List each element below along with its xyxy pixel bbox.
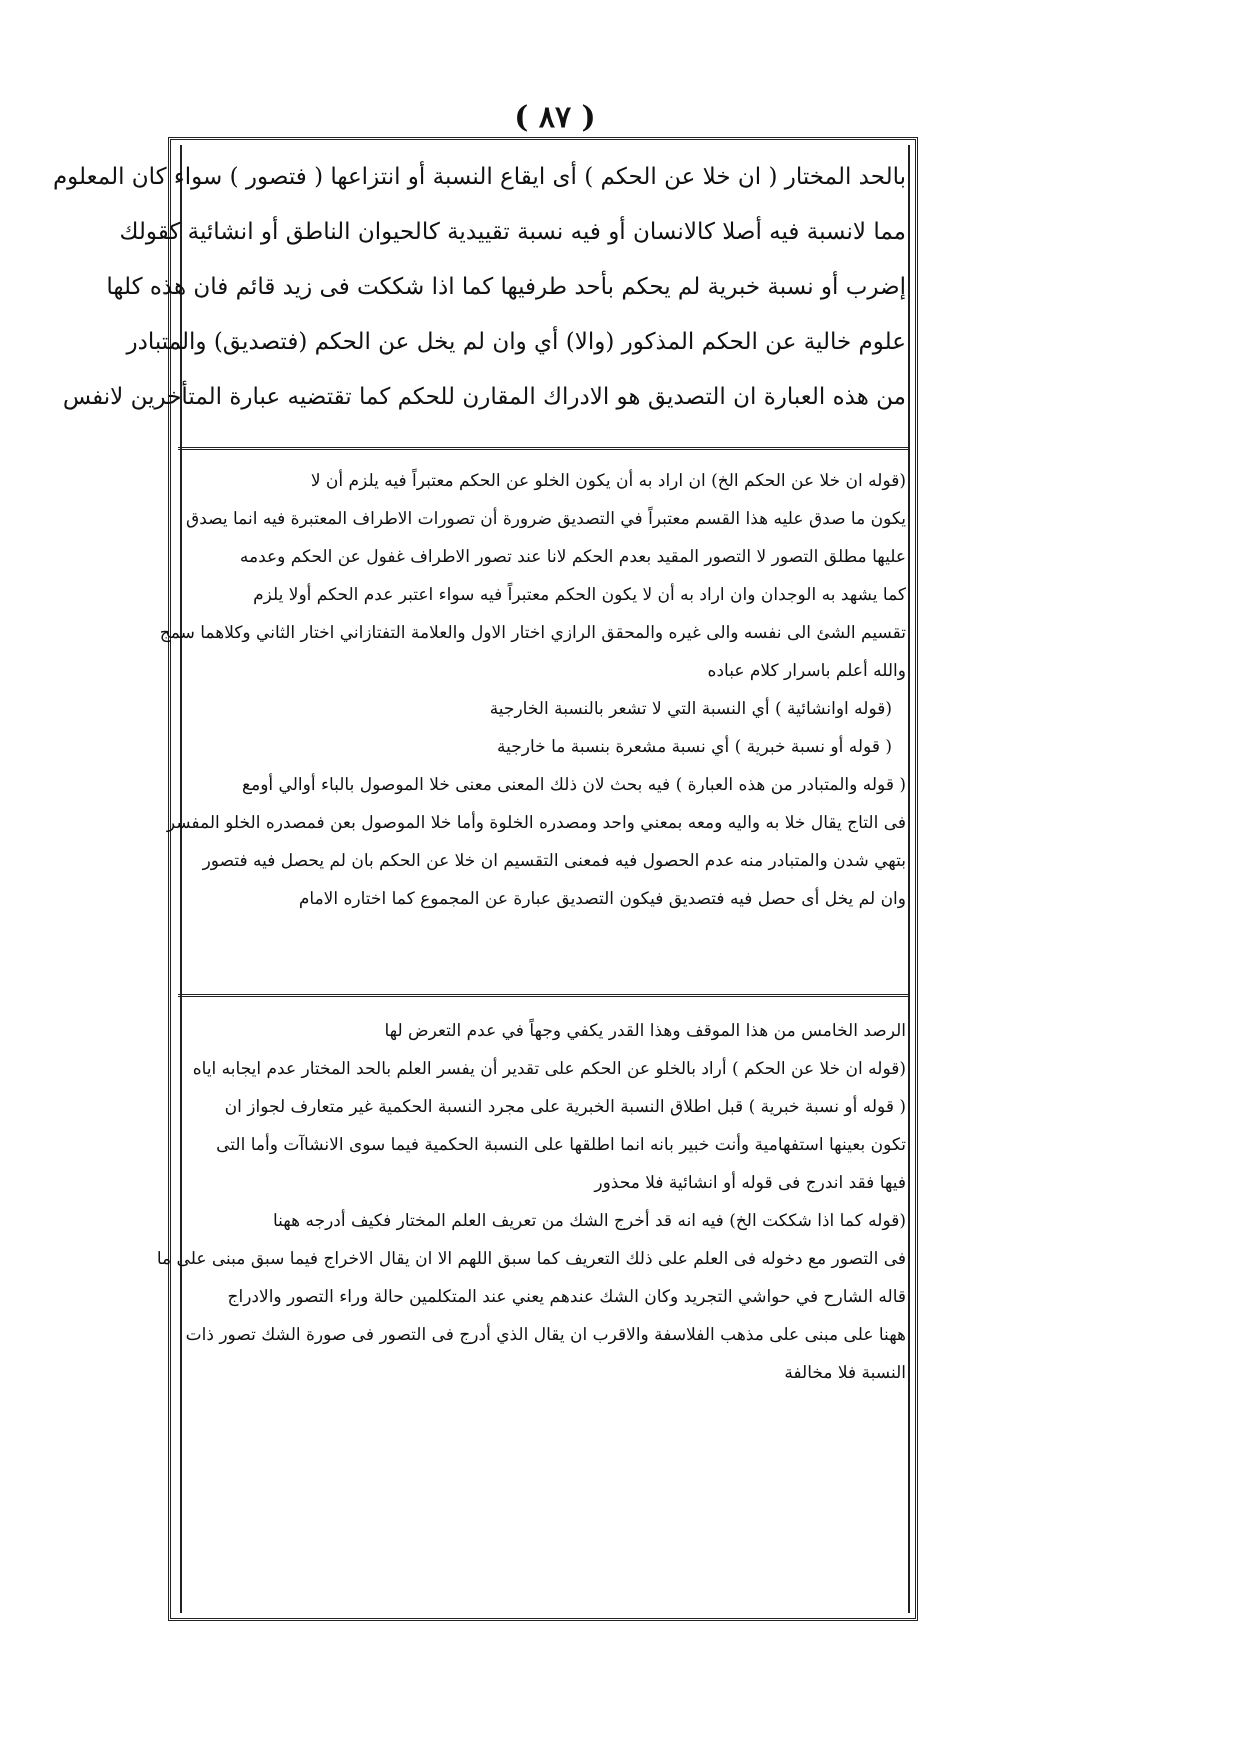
note-line: ( قوله أو نسبة خبرية ) قبل اطلاق النسبة الخبرية على مجرد النسبة الحكمية غير متعارف لجواز ان bbox=[224, 1097, 906, 1117]
page-number: ( ٨٧ ) bbox=[514, 100, 596, 135]
note-line: (قوله كما اذا شككت الخ) فيه انه قد أخرج الشك من تعريف العلم المختار فكيف أدرجه ههنا bbox=[272, 1211, 906, 1231]
main-text-line: من هذه العبارة ان التصديق هو الادراك المقارن للحكم كما تقتضيه عبارة المتأخرين لانفس bbox=[62, 384, 906, 410]
note-line: فيها فقد اندرج فى قوله أو انشائية فلا محذور bbox=[594, 1173, 906, 1193]
note-line: تقسيم الشئ الى نفسه والى غيره والمحقق الرازي اختار الاول والعلامة التفتازاني اختار الثاني وكلاهما سمج bbox=[159, 623, 906, 643]
main-text-line: مما لانسبة فيه أصلا كالانسان أو فيه نسبة تقييدية كالحيوان الناطق أو انشائية كقولك bbox=[119, 219, 906, 245]
note-line: قاله الشارح في حواشي التجريد وكان الشك عندهم يعني عند المتكلمين حالة وراء التصور والادراج bbox=[227, 1287, 906, 1307]
note-line: الرصد الخامس من هذا الموقف وهذا القدر يكفي وجهاً في عدم التعرض لها bbox=[384, 1021, 906, 1041]
note-line: عليها مطلق التصور لا التصور المقيد بعدم الحكم لانا عند تصور الاطراف غفول عن الحكم وعدمه bbox=[239, 547, 906, 567]
note-line: والله أعلم باسرار كلام عباده bbox=[707, 661, 906, 681]
main-text-line: علوم خالية عن الحكم المذكور (والا) أي وان لم يخل عن الحكم (فتصديق) والمتبادر bbox=[126, 329, 906, 355]
note-line: ههنا على مبنى على مذهب الفلاسفة والاقرب ان يقال الذي أدرج فى التصور فى صورة الشك تصور ذات bbox=[185, 1325, 906, 1345]
commentary-notes-2 bbox=[156, 1012, 906, 1392]
note-line: ( قوله أو نسبة خبرية ) أي نسبة مشعرة بنسبة ما خارجية bbox=[497, 737, 892, 757]
divider-notes bbox=[178, 994, 910, 997]
divider-main-notes bbox=[178, 447, 910, 450]
main-text-line: بالحد المختار ( ان خلا عن الحكم ) أى ايقاع النسبة أو انتزاعها ( فتصور ) سواء كان المعلوم bbox=[52, 164, 906, 190]
commentary-notes-1 bbox=[159, 462, 906, 918]
note-line: يكون ما صدق عليه هذا القسم معتبراً في التصديق ضرورة أن تصورات الاطراف المعتبرة فيه انما يصدق bbox=[186, 509, 906, 529]
main-text bbox=[52, 150, 906, 425]
note-line: فى التاج يقال خلا به واليه ومعه بمعني واحد ومصدره الخلوة وأما خلا الموصول بعن فمصدره الخلو المفسر bbox=[166, 813, 906, 833]
note-line: فى التصور مع دخوله فى العلم على ذلك التعريف كما سبق اللهم الا ان يقال الاخراج فيما سبق مبنى على ما bbox=[156, 1249, 906, 1269]
note-line: كما يشهد به الوجدان وان اراد به أن لا يكون الحكم معتبراً فيه سواء اعتبر عدم الحكم أولا يلزم bbox=[253, 585, 906, 605]
note-line: (قوله ان خلا عن الحكم الخ) ان اراد به أن يكون الخلو عن الحكم معتبراً فيه يلزم أن لا bbox=[310, 471, 906, 491]
note-line: بتهي شدن والمتبادر منه عدم الحصول فيه فمعنى التقسيم ان خلا عن الحكم بان لم يحصل فيه فتصور bbox=[202, 851, 906, 871]
note-line: وان لم يخل أى حصل فيه فتصديق فيكون التصديق عبارة عن المجموع كما اختاره الامام bbox=[298, 889, 906, 909]
note-line: النسبة فلا مخالفة bbox=[784, 1363, 906, 1383]
note-line: ( قوله والمتبادر من هذه العبارة ) فيه بحث لان ذلك المعنى معنى خلا الموصول بالباء أوالي أومع bbox=[242, 775, 906, 795]
note-line: (قوله ان خلا عن الحكم ) أراد بالخلو عن الحكم على تقدير أن يفسر العلم بالحد المختار عدم ايجابه اياه bbox=[192, 1059, 906, 1079]
note-line: (قوله اوانشائية ) أي النسبة التي لا تشعر بالنسبة الخارجية bbox=[489, 699, 892, 719]
main-text-line: إضرب أو نسبة خبرية لم يحكم بأحد طرفيها كما اذا شككت فى زيد قائم فان هذه كلها bbox=[106, 274, 906, 300]
note-line: تكون بعينها استفهامية وأنت خبير بانه انما اطلقها على النسبة الحكمية فيما سوى الانشاآت وأما التى bbox=[216, 1135, 906, 1155]
